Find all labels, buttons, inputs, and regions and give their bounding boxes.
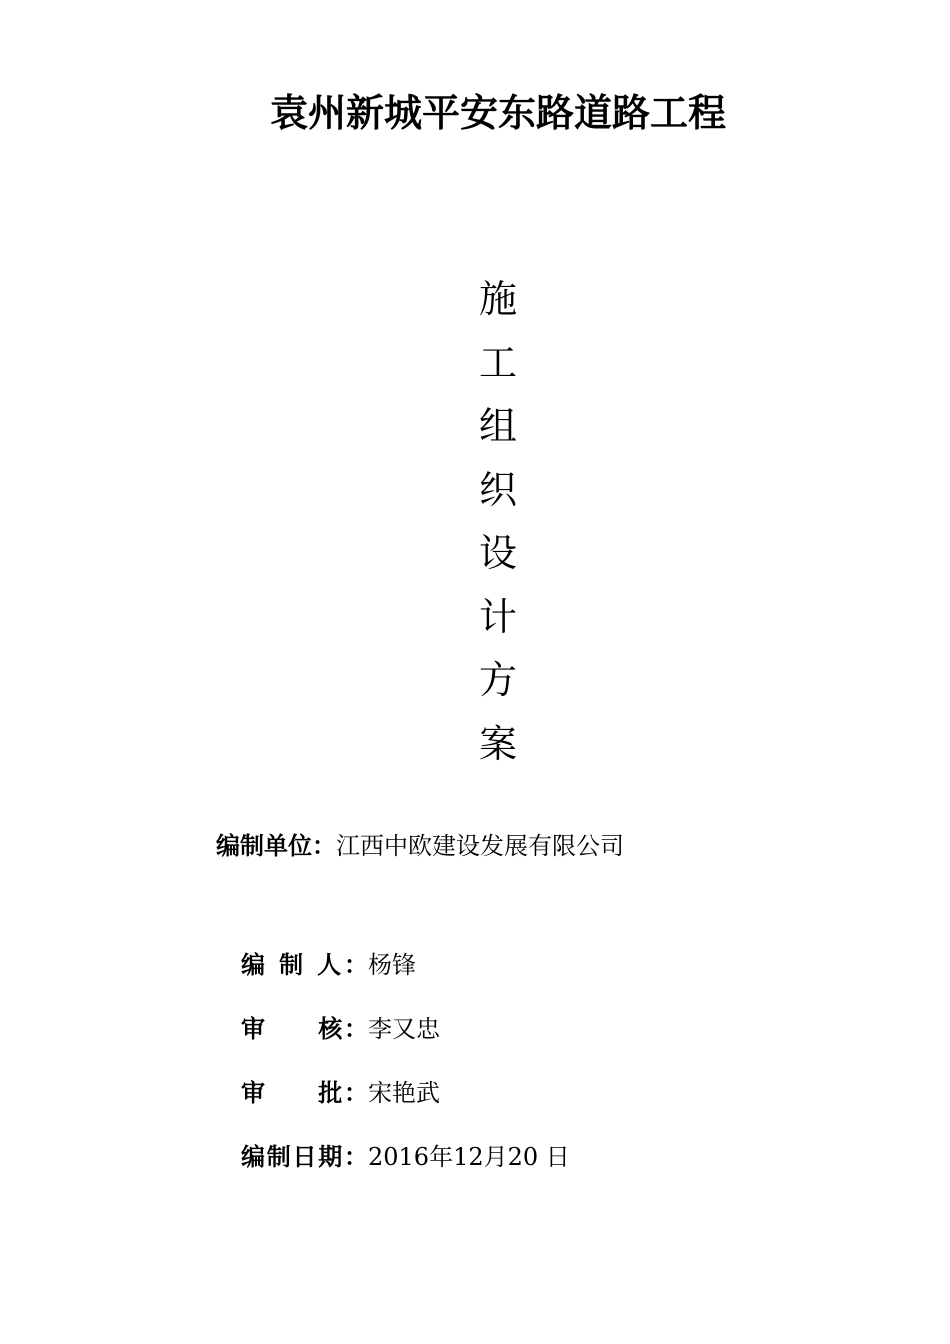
compile-date-row <box>241 1137 570 1172</box>
reviewer-row <box>241 1009 440 1044</box>
approver-label: 审 批： <box>241 1078 368 1107</box>
approver-value: 宋艳武 <box>368 1079 440 1107</box>
compiler-value: 杨锋 <box>368 951 416 979</box>
compile-date-label: 编制日期： <box>241 1142 368 1171</box>
document-title-char: 设 <box>478 531 517 575</box>
document-title-char: 织 <box>478 467 517 512</box>
compiling-unit-label: 编制单位： <box>216 831 336 860</box>
compiling-unit-value: 江西中欧建设发展有限公司 <box>336 832 624 860</box>
document-title-char: 计 <box>478 594 517 639</box>
project-title: 袁州新城平安东路道路工程 <box>269 90 726 135</box>
reviewer-label: 审 核： <box>241 1014 368 1043</box>
compiling-unit <box>216 826 624 861</box>
document-title-char: 方 <box>478 658 517 702</box>
compile-date-value: 2016年12月20 日 <box>368 1143 570 1171</box>
document-title-vertical <box>470 268 526 776</box>
compiler-label: 编 制 人： <box>241 950 368 979</box>
reviewer-value: 李又忠 <box>368 1015 440 1043</box>
document-title-char: 案 <box>478 721 517 766</box>
document-title-char: 施 <box>478 277 517 321</box>
compiler-row <box>241 945 416 980</box>
document-title-char: 工 <box>478 340 517 385</box>
document-title-char: 组 <box>478 404 517 448</box>
approver-row <box>241 1073 440 1108</box>
